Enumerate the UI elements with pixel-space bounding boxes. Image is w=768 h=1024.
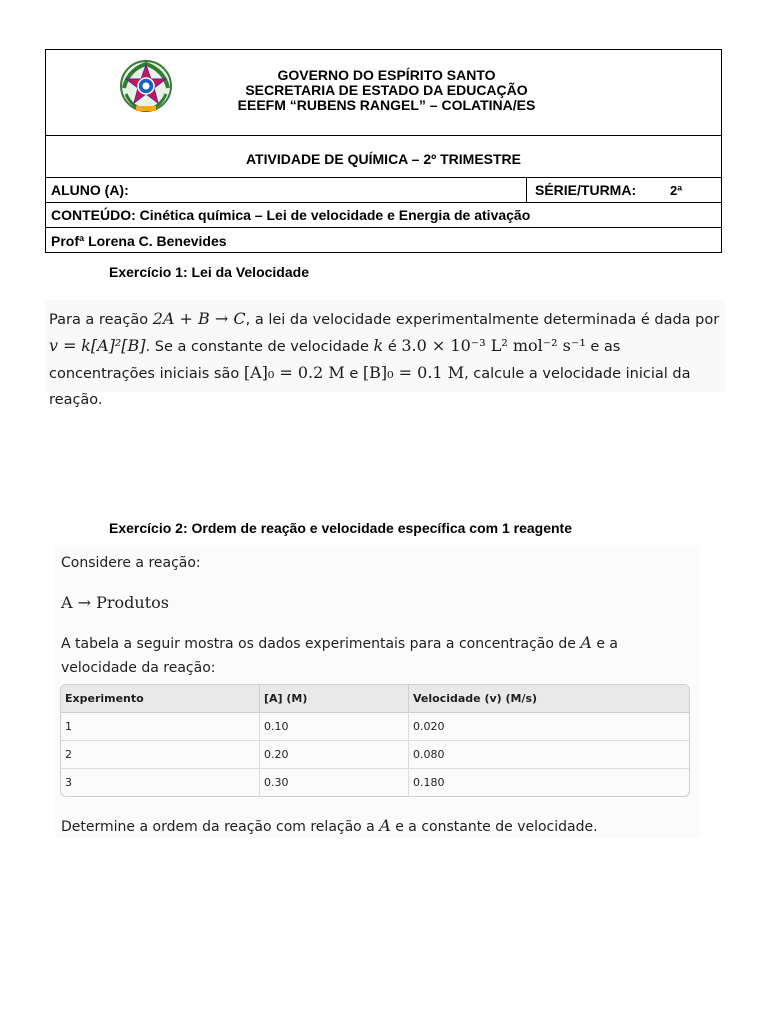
text-segment: A tabela a seguir mostra os dados experimentais para a concentração de <box>61 636 581 652</box>
activity-title: ATIVIDADE DE QUÍMICA – 2º TRIMESTRE <box>46 136 721 178</box>
teacher-name: Profª Lorena C. Benevides <box>51 233 227 249</box>
content-topic: CONTEÚDO: Cinética química – Lei de velocidade e Energia de ativação <box>46 203 721 228</box>
table-header-row <box>61 685 689 713</box>
rate-constant-value: 3.0 × 10⁻³ L² mol⁻² s⁻¹ <box>401 336 586 355</box>
table-cell: 2 <box>61 741 260 769</box>
table-cell: 0.30 <box>260 769 409 796</box>
reaction-equation: 2A + B → C <box>152 309 246 328</box>
exercise-2-heading: Exercício 2: Ordem de reação e velocidade específica com 1 reagente <box>109 520 573 536</box>
text-segment: e a constante de velocidade. <box>390 819 598 835</box>
exercise-1-text <box>49 306 721 413</box>
variable-a: A <box>580 633 592 652</box>
secretariat-name: SECRETARIA DE ESTADO DA EDUCAÇÃO <box>245 82 528 98</box>
table-row <box>61 713 689 741</box>
school-name: EEEFM “RUBENS RANGEL” – COLATINA/ES <box>237 97 536 113</box>
exercise-2-statement <box>55 545 700 838</box>
table-row <box>61 769 689 796</box>
class-field <box>527 178 721 202</box>
initial-concentration-b: [B]₀ = 0.1 M <box>362 363 465 382</box>
student-row <box>46 178 721 203</box>
experiment-data-table <box>60 684 690 797</box>
text-segment: é <box>383 339 402 355</box>
exercise-1-statement <box>45 300 725 408</box>
table-cell: 0.080 <box>409 741 689 769</box>
exercise-1-heading: Exercício 1: Lei da Velocidade <box>109 264 309 280</box>
rate-constant-symbol: k <box>373 336 384 355</box>
table-cell: 0.180 <box>413 776 445 789</box>
text-segment: . Se a constante de velocidade <box>145 339 374 355</box>
text-segment: e <box>344 366 363 382</box>
document-header <box>45 49 722 253</box>
question-text <box>61 816 598 835</box>
table-cell: 0.020 <box>409 713 689 741</box>
government-name: GOVERNO DO ESPÍRITO SANTO <box>277 67 496 83</box>
student-name-field: ALUNO (A): <box>46 178 527 202</box>
institution-row <box>46 50 721 136</box>
column-header: Velocidade (v) (M/s) <box>409 685 689 713</box>
table-cell: 0.20 <box>260 741 409 769</box>
variable-a: A <box>379 816 391 835</box>
text-segment: Para a reação <box>49 312 153 328</box>
text-segment: Determine a ordem da reação com relação a <box>61 819 380 835</box>
consider-text: Considere a reação: <box>61 555 201 571</box>
text-segment: e as concentrações iniciais são <box>49 339 621 382</box>
table-row <box>61 741 689 769</box>
table-cell: 1 <box>61 713 260 741</box>
column-header: [A] (M) <box>260 685 409 713</box>
class-value: 2ª <box>670 183 683 198</box>
rate-law: k[A]²[B] <box>81 336 146 355</box>
reaction-equation: A → Produtos <box>61 593 169 612</box>
column-header: Experimento <box>61 685 260 713</box>
text-segment: , a lei da velocidade experimentalmente determinada é dada por <box>245 312 720 328</box>
text-segment: e a velocidade da reação: <box>61 636 618 676</box>
table-intro <box>61 631 661 680</box>
class-label: SÉRIE/TURMA: <box>535 182 637 198</box>
rate-symbol: v = <box>49 336 77 355</box>
table-cell: 3 <box>61 769 260 796</box>
text-segment: , calcule a velocidade inicial da reação. <box>49 366 691 408</box>
table-cell: 0.10 <box>260 713 409 741</box>
initial-concentration-a: [A]₀ = 0.2 M <box>243 363 345 382</box>
